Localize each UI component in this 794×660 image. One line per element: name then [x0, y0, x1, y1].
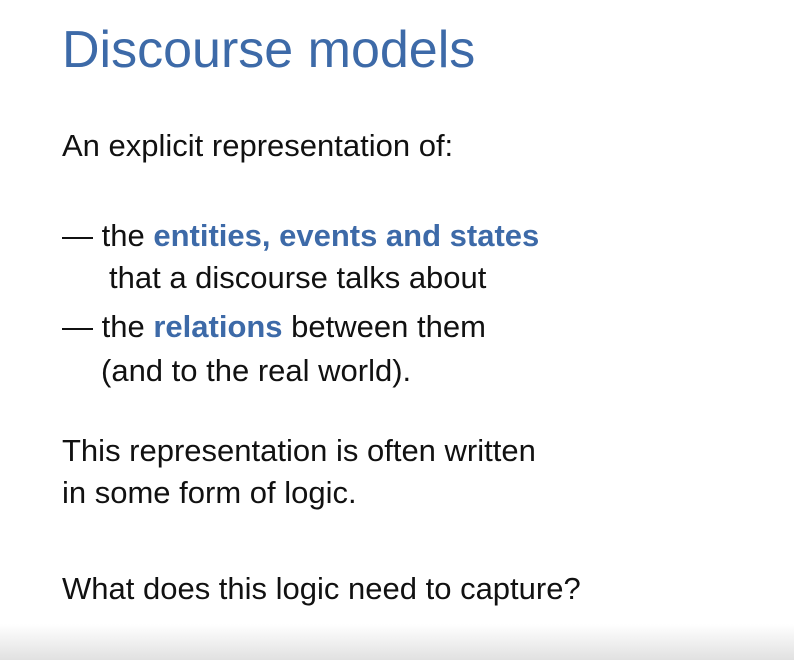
- bullet-dash: —: [62, 309, 93, 344]
- bullet-1-highlight: entities, events and states: [153, 218, 540, 253]
- bullet-2-prefix: the: [101, 309, 154, 344]
- paragraph-line-2: in some form of logic.: [62, 475, 357, 510]
- bullet-2-highlight: relations: [153, 309, 283, 344]
- bullet-1-prefix: the: [101, 218, 154, 253]
- slide-title: Discourse models: [62, 21, 476, 79]
- closing-question: What does this logic need to capture?: [62, 571, 581, 606]
- bullet-1-continuation: that a discourse talks about: [109, 260, 487, 295]
- bullet-1: [62, 216, 539, 256]
- bullet-dash: —: [62, 218, 93, 253]
- bullet-2-continuation: (and to the real world).: [101, 353, 412, 388]
- paragraph-line-1: This representation is often written: [62, 433, 536, 468]
- bullet-2-suffix: between them: [282, 309, 486, 344]
- bullet-2: [62, 307, 486, 347]
- bottom-shadow: [0, 624, 794, 660]
- intro-text: An explicit representation of:: [62, 128, 454, 163]
